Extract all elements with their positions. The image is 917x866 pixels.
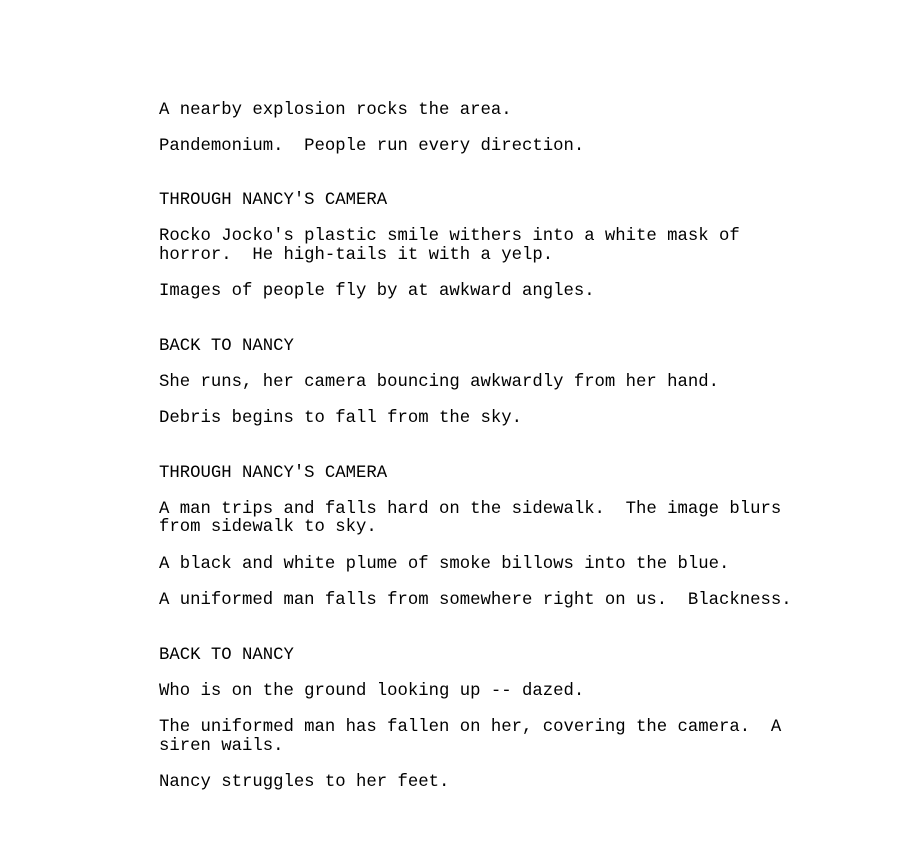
scene-heading: THROUGH NANCY'S CAMERA [159, 191, 388, 210]
scene-heading: BACK TO NANCY [159, 646, 294, 665]
action-line: Nancy struggles to her feet. [159, 773, 450, 792]
action-line: She runs, her camera bouncing awkwardly from her hand. [159, 373, 720, 392]
action-line: Rocko Jocko's plastic smile withers into a white mask of [159, 227, 740, 246]
action-line: A black and white plume of smoke billows into the blue. [159, 555, 730, 574]
scene-heading: BACK TO NANCY [159, 337, 294, 356]
action-line: siren wails. [159, 737, 284, 756]
action-line: Debris begins to fall from the sky. [159, 409, 522, 428]
action-line: Pandemonium. People run every direction. [159, 137, 585, 156]
action-line: from sidewalk to sky. [159, 518, 377, 537]
action-line: A uniformed man falls from somewhere right on us. Blackness. [159, 591, 792, 610]
action-line: horror. He high-tails it with a yelp. [159, 246, 554, 265]
action-line: Images of people fly by at awkward angles. [159, 282, 595, 301]
action-line: The uniformed man has fallen on her, covering the camera. A [159, 718, 782, 737]
action-line: A nearby explosion rocks the area. [159, 101, 512, 120]
action-line: Who is on the ground looking up -- dazed. [159, 682, 585, 701]
scene-heading: THROUGH NANCY'S CAMERA [159, 464, 388, 483]
action-line: A man trips and falls hard on the sidewalk. The image blurs [159, 500, 782, 519]
